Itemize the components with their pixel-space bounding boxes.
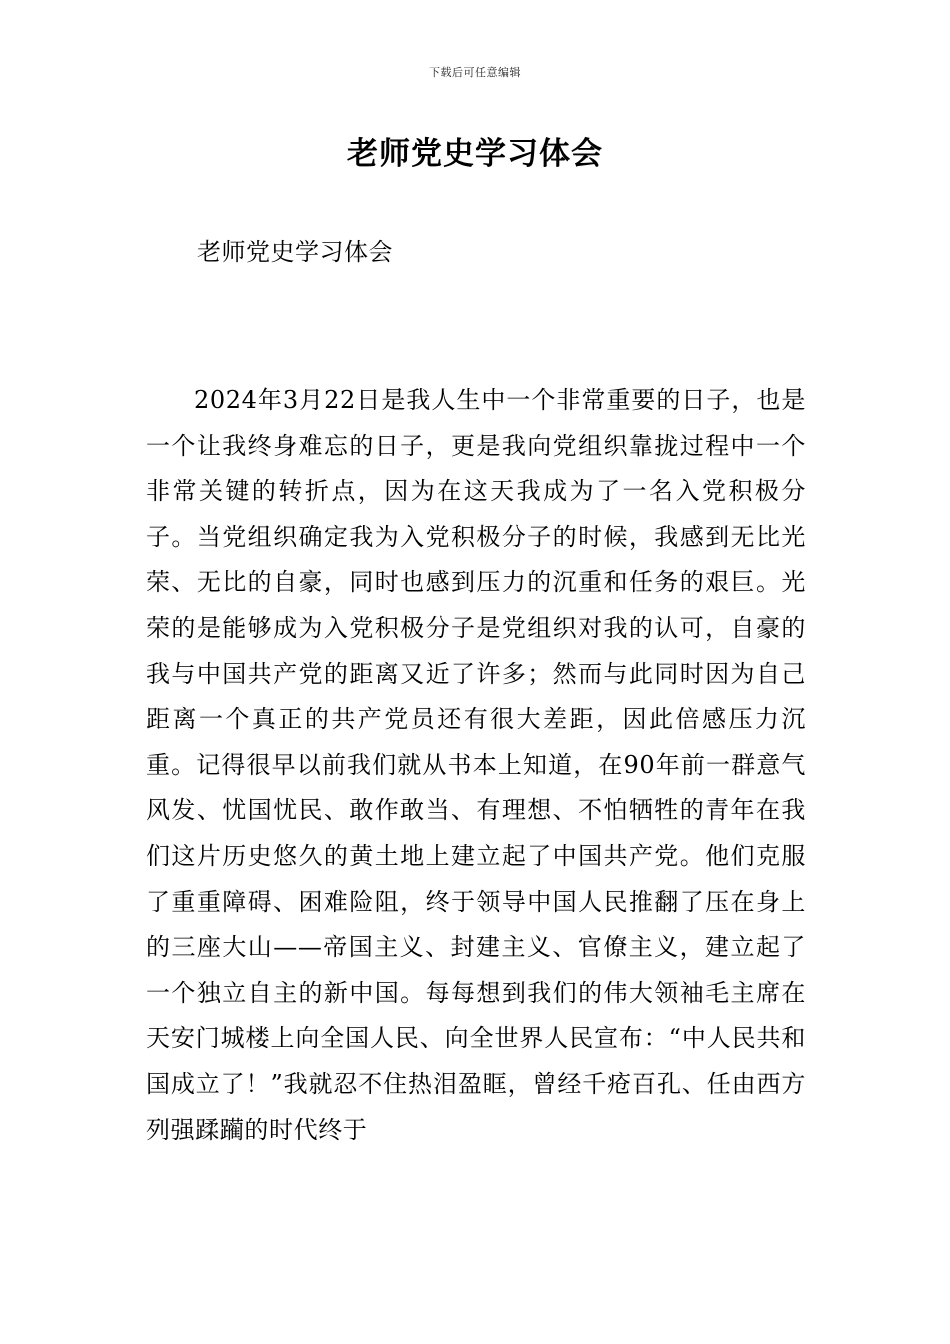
document-subtitle: 老师党史学习体会: [197, 238, 393, 266]
body-paragraph: 2024年3月22日是我人生中一个非常重要的日子，也是一个让我终身难忘的日子，更是我向党组织靠拢过程中一个非常关键的转折点，因为在这天我成为了一名入党积极分子。当党组织确定我为入党积极分子的时候，我感到无比光荣、无比的自豪，同时也感到压力的沉重和任务的艰巨。光荣的是能够成为入党积极分子是党组织对我的认可，自豪的我与中国共产党的距离又近了许多；然而与此同时因为自己距离一个真正的共产党员还有很大差距，因此倍感压力沉重。记得很早以前我们就从书本上知道，在90年前一群意气风发、忧国忧民、敢作敢当、有理想、不怕牺牲的青年在我们这片历史悠久的黄土地上建立起了中国共产党。他们克服了重重障碍、困难险阻，终于领导中国人民推翻了压在身上的三座大山——帝国主义、封建主义、官僚主义，建立起了一个独立自主的新中国。每每想到我们的伟大领袖毛主席在天安门城楼上向全国人民、向全世界人民宣布：“中人民共和国成立了！”我就忍不住热泪盈眶，曾经千疮百孔、任由西方列强蹂躏的时代终于: [146, 386, 806, 1144]
document-title: 老师党史学习体会: [347, 136, 603, 172]
page-header-note: 下载后可任意编辑: [429, 66, 521, 79]
